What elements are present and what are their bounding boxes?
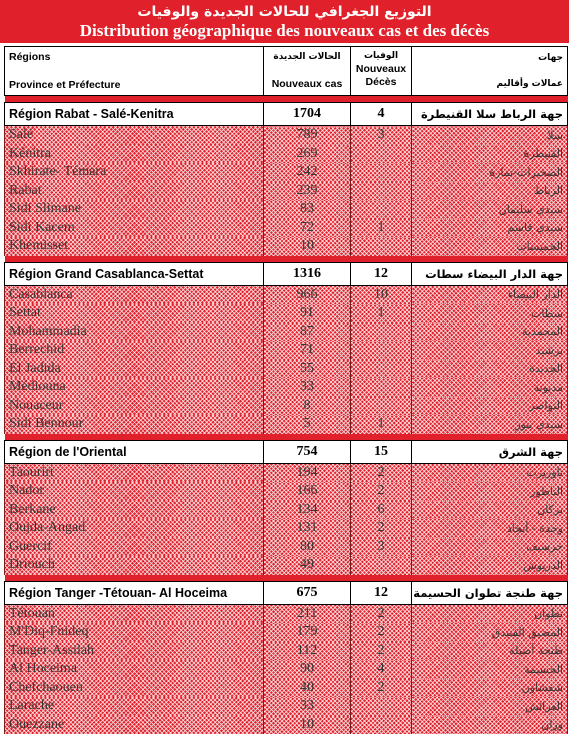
region-row bbox=[5, 581, 568, 604]
province-row bbox=[5, 501, 568, 520]
province-name-fr: Nouaceur bbox=[5, 397, 264, 416]
header-regions-ar-label: جهات bbox=[416, 53, 563, 63]
province-deaths bbox=[351, 556, 412, 575]
province-name-ar: سلا bbox=[412, 126, 568, 145]
province-cases: 239 bbox=[264, 182, 351, 201]
province-name-fr: Rabat bbox=[5, 182, 264, 201]
table-body bbox=[5, 47, 568, 734]
province-name-ar: سيدي قاسم bbox=[412, 219, 568, 238]
region-name-ar: جهة الدار البيضاء سطات bbox=[412, 262, 568, 285]
header-deaths bbox=[351, 47, 412, 96]
province-deaths: 1 bbox=[351, 219, 412, 238]
title-arabic: التوزيع الجغرافي للحالات الجديدة والوفيات bbox=[0, 3, 569, 21]
province-name-ar: سيدي سليمان bbox=[412, 200, 568, 219]
province-deaths: 6 bbox=[351, 501, 412, 520]
region-separator bbox=[5, 96, 568, 103]
province-name-fr: Berkane bbox=[5, 501, 264, 520]
province-deaths bbox=[351, 182, 412, 201]
province-cases: 71 bbox=[264, 341, 351, 360]
province-row bbox=[5, 604, 568, 623]
province-name-fr: Ouezzane bbox=[5, 716, 264, 734]
region-cases: 675 bbox=[264, 581, 351, 604]
header-deaths-fr-2: Décès bbox=[355, 76, 407, 88]
region-deaths: 12 bbox=[351, 581, 412, 604]
province-name-ar: شفشاون bbox=[412, 679, 568, 698]
header-province-ar-label: عمالات وأقاليم bbox=[416, 79, 563, 89]
province-name-ar: الصخيرات-تمارة bbox=[412, 163, 568, 182]
province-name-ar: جرسيف bbox=[412, 538, 568, 557]
province-cases: 10 bbox=[264, 237, 351, 256]
province-name-ar: الخميسات bbox=[412, 237, 568, 256]
province-name-fr: Taourirt bbox=[5, 463, 264, 482]
province-name-fr: M'Diq-Fnideq bbox=[5, 623, 264, 642]
province-name-ar: الدريوش bbox=[412, 556, 568, 575]
province-name-ar: القنيطرة bbox=[412, 145, 568, 164]
province-deaths bbox=[351, 145, 412, 164]
province-row bbox=[5, 679, 568, 698]
province-cases: 242 bbox=[264, 163, 351, 182]
province-name-fr: Sidi Slimane bbox=[5, 200, 264, 219]
region-name-ar: جهة طنجة تطوان الحسيمة bbox=[412, 581, 568, 604]
province-cases: 789 bbox=[264, 126, 351, 145]
province-row bbox=[5, 519, 568, 538]
province-deaths: 2 bbox=[351, 604, 412, 623]
province-name-ar: مديونة bbox=[412, 378, 568, 397]
province-name-fr: Khémisset bbox=[5, 237, 264, 256]
province-row bbox=[5, 538, 568, 557]
province-row bbox=[5, 323, 568, 342]
province-row bbox=[5, 182, 568, 201]
region-name-fr: Région Grand Casablanca-Settat bbox=[5, 262, 264, 285]
province-cases: 80 bbox=[264, 538, 351, 557]
province-cases: 166 bbox=[264, 482, 351, 501]
header-cases-ar: الحالات الجديدة bbox=[268, 52, 346, 62]
header-regions-ar bbox=[412, 47, 568, 96]
province-name-fr: Kénitra bbox=[5, 145, 264, 164]
province-name-fr: Guercif bbox=[5, 538, 264, 557]
province-cases: 194 bbox=[264, 463, 351, 482]
province-cases: 90 bbox=[264, 660, 351, 679]
province-cases: 211 bbox=[264, 604, 351, 623]
region-cases: 1704 bbox=[264, 103, 351, 126]
province-deaths bbox=[351, 163, 412, 182]
province-deaths bbox=[351, 378, 412, 397]
province-row bbox=[5, 285, 568, 304]
province-row bbox=[5, 163, 568, 182]
province-name-fr: Berrechid bbox=[5, 341, 264, 360]
province-deaths bbox=[351, 237, 412, 256]
province-deaths: 2 bbox=[351, 623, 412, 642]
province-row bbox=[5, 556, 568, 575]
province-name-ar: الحسيمة bbox=[412, 660, 568, 679]
province-name-ar: النواصر bbox=[412, 397, 568, 416]
province-deaths: 3 bbox=[351, 538, 412, 557]
province-cases: 112 bbox=[264, 642, 351, 661]
province-name-ar: العرائش bbox=[412, 697, 568, 716]
region-name-ar: جهة الرباط سلا القنيطرة bbox=[412, 103, 568, 126]
province-deaths: 1 bbox=[351, 415, 412, 434]
province-row bbox=[5, 200, 568, 219]
header-regions-fr bbox=[5, 47, 264, 96]
province-name-ar: المحمدية bbox=[412, 323, 568, 342]
region-cases: 1316 bbox=[264, 262, 351, 285]
region-cases: 754 bbox=[264, 440, 351, 463]
province-cases: 49 bbox=[264, 556, 351, 575]
province-row bbox=[5, 145, 568, 164]
province-row bbox=[5, 378, 568, 397]
province-name-ar: المضيق الفنيدق bbox=[412, 623, 568, 642]
province-cases: 5 bbox=[264, 415, 351, 434]
province-row bbox=[5, 415, 568, 434]
province-deaths bbox=[351, 397, 412, 416]
province-name-ar: وزان bbox=[412, 716, 568, 734]
province-deaths: 2 bbox=[351, 642, 412, 661]
province-cases: 8 bbox=[264, 397, 351, 416]
province-name-ar: الجديدة bbox=[412, 360, 568, 379]
province-name-ar: الدار البيضاء bbox=[412, 285, 568, 304]
province-row bbox=[5, 642, 568, 661]
province-row bbox=[5, 660, 568, 679]
region-deaths: 4 bbox=[351, 103, 412, 126]
province-deaths: 3 bbox=[351, 126, 412, 145]
province-cases: 55 bbox=[264, 360, 351, 379]
separator-cell bbox=[5, 96, 568, 103]
header-cases-fr: Nouveaux cas bbox=[268, 78, 346, 90]
header-province-label: Province et Préfecture bbox=[9, 79, 259, 91]
province-cases: 87 bbox=[264, 323, 351, 342]
region-row bbox=[5, 103, 568, 126]
province-row bbox=[5, 304, 568, 323]
province-name-fr: Nador bbox=[5, 482, 264, 501]
province-deaths: 2 bbox=[351, 519, 412, 538]
title-french: Distribution géographique des nouveaux cas et des décès bbox=[0, 21, 569, 41]
province-name-fr: Salé bbox=[5, 126, 264, 145]
province-name-fr: Skhirate- Témara bbox=[5, 163, 264, 182]
province-name-ar: تاوريرت bbox=[412, 463, 568, 482]
province-cases: 10 bbox=[264, 716, 351, 734]
province-deaths bbox=[351, 716, 412, 734]
province-cases: 134 bbox=[264, 501, 351, 520]
region-row bbox=[5, 440, 568, 463]
header-deaths-fr-1: Nouveaux bbox=[355, 63, 407, 75]
province-name-fr: Tétouan bbox=[5, 604, 264, 623]
province-cases: 179 bbox=[264, 623, 351, 642]
province-deaths: 4 bbox=[351, 660, 412, 679]
province-cases: 269 bbox=[264, 145, 351, 164]
province-row bbox=[5, 237, 568, 256]
province-deaths bbox=[351, 323, 412, 342]
region-name-fr: Région de l'Oriental bbox=[5, 440, 264, 463]
province-cases: 40 bbox=[264, 679, 351, 698]
province-name-fr: Oujda-Angad bbox=[5, 519, 264, 538]
region-deaths: 12 bbox=[351, 262, 412, 285]
province-deaths: 2 bbox=[351, 463, 412, 482]
province-cases: 966 bbox=[264, 285, 351, 304]
distribution-table bbox=[4, 46, 568, 734]
province-row bbox=[5, 463, 568, 482]
province-name-fr: Casablanca bbox=[5, 285, 264, 304]
province-name-ar: بركان bbox=[412, 501, 568, 520]
province-deaths bbox=[351, 200, 412, 219]
province-name-fr: Larache bbox=[5, 697, 264, 716]
province-row bbox=[5, 360, 568, 379]
province-name-fr: Al Hoceima bbox=[5, 660, 264, 679]
title-banner bbox=[0, 0, 569, 43]
province-row bbox=[5, 482, 568, 501]
region-name-fr: Région Tanger -Tétouan- Al Hoceima bbox=[5, 581, 264, 604]
province-row bbox=[5, 219, 568, 238]
province-name-fr: Sidi Kacem bbox=[5, 219, 264, 238]
header-cases bbox=[264, 47, 351, 96]
province-name-fr: Sidi Bennour bbox=[5, 415, 264, 434]
province-row bbox=[5, 397, 568, 416]
province-deaths: 1 bbox=[351, 304, 412, 323]
province-cases: 33 bbox=[264, 697, 351, 716]
province-row bbox=[5, 341, 568, 360]
region-name-fr: Région Rabat - Salé-Kenitra bbox=[5, 103, 264, 126]
province-name-fr: Tanger-Assilah bbox=[5, 642, 264, 661]
province-name-ar: سيدي بنور bbox=[412, 415, 568, 434]
province-row bbox=[5, 126, 568, 145]
region-name-ar: جهة الشرق bbox=[412, 440, 568, 463]
province-cases: 33 bbox=[264, 378, 351, 397]
province-name-fr: Settat bbox=[5, 304, 264, 323]
province-cases: 72 bbox=[264, 219, 351, 238]
province-deaths: 10 bbox=[351, 285, 412, 304]
province-deaths bbox=[351, 341, 412, 360]
province-row bbox=[5, 697, 568, 716]
region-row bbox=[5, 262, 568, 285]
province-deaths: 2 bbox=[351, 679, 412, 698]
province-row bbox=[5, 623, 568, 642]
province-deaths bbox=[351, 360, 412, 379]
province-name-fr: Mohammadia bbox=[5, 323, 264, 342]
table-header-row bbox=[5, 47, 568, 96]
province-name-ar: وجدة - أنجاد bbox=[412, 519, 568, 538]
province-cases: 83 bbox=[264, 200, 351, 219]
province-name-ar: تطوان bbox=[412, 604, 568, 623]
province-name-fr: El Jadida bbox=[5, 360, 264, 379]
header-regions-label: Régions bbox=[9, 51, 259, 63]
province-name-ar: برشيد bbox=[412, 341, 568, 360]
province-cases: 131 bbox=[264, 519, 351, 538]
province-name-fr: Driouch bbox=[5, 556, 264, 575]
region-deaths: 15 bbox=[351, 440, 412, 463]
province-deaths bbox=[351, 697, 412, 716]
province-name-ar: الرباط bbox=[412, 182, 568, 201]
province-row bbox=[5, 716, 568, 734]
province-name-ar: سطات bbox=[412, 304, 568, 323]
province-name-ar: الناظور bbox=[412, 482, 568, 501]
province-name-ar: طنجة أصيلة bbox=[412, 642, 568, 661]
header-deaths-ar: الوفيات bbox=[355, 51, 407, 61]
province-deaths: 2 bbox=[351, 482, 412, 501]
province-name-fr: Chefchaouen bbox=[5, 679, 264, 698]
province-cases: 91 bbox=[264, 304, 351, 323]
province-name-fr: Médiouna bbox=[5, 378, 264, 397]
